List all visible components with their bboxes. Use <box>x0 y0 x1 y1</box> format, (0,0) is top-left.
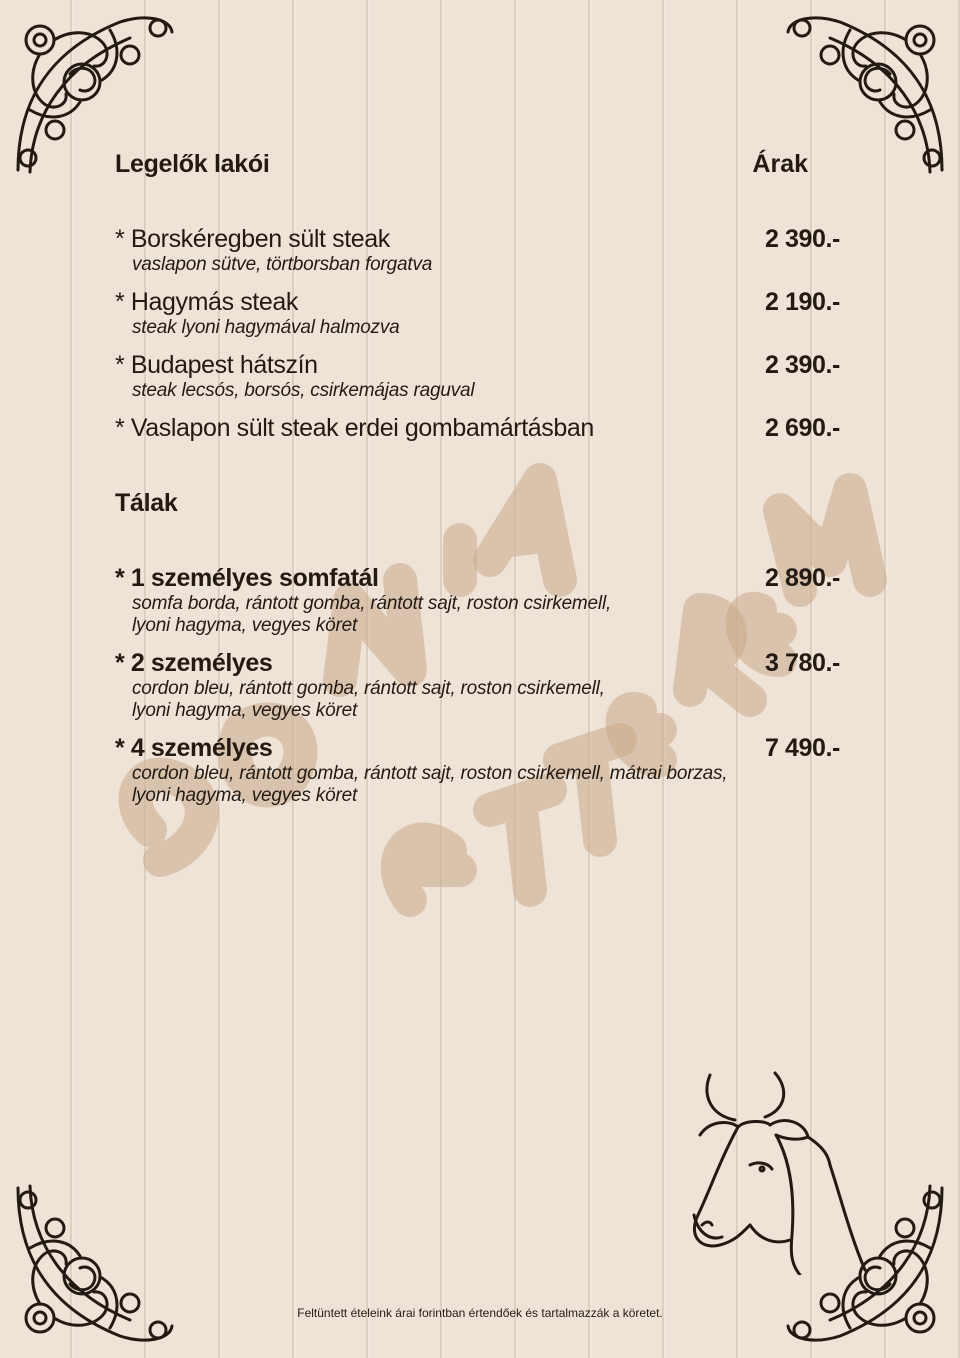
item-description: vaslapon sütve, törtborsban forgatva <box>132 254 433 275</box>
menu-item <box>115 564 840 593</box>
section-title: Legelők lakói <box>115 150 270 178</box>
item-description: cordon bleu, rántott gomba, rántott sajt, roston csirkemell, mátrai borzas, <box>132 763 728 784</box>
item-description: lyoni hagyma, vegyes köret <box>132 700 358 721</box>
item-description: lyoni hagyma, vegyes köret <box>132 615 358 636</box>
item-description: somfa borda, rántott gomba, rántott sajt, roston csirkemell, <box>132 593 612 614</box>
item-price: 2 690.- <box>764 414 840 442</box>
prices-heading: Árak <box>752 150 808 178</box>
menu-item <box>115 414 840 443</box>
item-description: steak lecsós, borsós, csirkemájas raguval <box>132 380 475 401</box>
item-name: * 1 személyes somfatál <box>115 564 379 592</box>
menu-item <box>115 351 840 380</box>
item-description: lyoni hagyma, vegyes köret <box>132 785 358 806</box>
cow-head-icon <box>680 1065 870 1275</box>
corner-ornament-bottom-left <box>10 1178 180 1348</box>
item-name: * Vaslapon sült steak erdei gombamártásban <box>115 414 594 442</box>
item-price: 2 190.- <box>764 288 840 316</box>
section-title: Tálak <box>115 489 178 517</box>
menu-item <box>115 288 840 317</box>
item-price: 3 780.- <box>764 649 840 677</box>
section-header <box>115 489 840 518</box>
item-name: * 4 személyes <box>115 734 273 762</box>
item-name: * Budapest hátszín <box>115 351 318 379</box>
item-price: 2 390.- <box>764 225 840 253</box>
ornamental-scroll-icon <box>10 1178 180 1348</box>
menu-content <box>115 150 840 807</box>
item-price: 2 390.- <box>764 351 840 379</box>
footnote: Feltüntett ételeink árai forintban értendőek és tartalmazzák a köretet. <box>297 1306 663 1320</box>
menu-item <box>115 649 840 678</box>
item-name: * Borskéregben sült steak <box>115 225 390 253</box>
item-name: * 2 személyes <box>115 649 273 677</box>
menu-item <box>115 225 840 254</box>
section-header <box>115 150 840 179</box>
item-description: cordon bleu, rántott gomba, rántott sajt, roston csirkemell, <box>132 678 605 699</box>
item-description: steak lyoni hagymával halmozva <box>132 317 400 338</box>
menu-item <box>115 734 840 763</box>
item-name: * Hagymás steak <box>115 288 298 316</box>
item-price: 7 490.- <box>764 734 840 762</box>
cow-illustration <box>680 1065 870 1275</box>
item-price: 2 890.- <box>764 564 840 592</box>
